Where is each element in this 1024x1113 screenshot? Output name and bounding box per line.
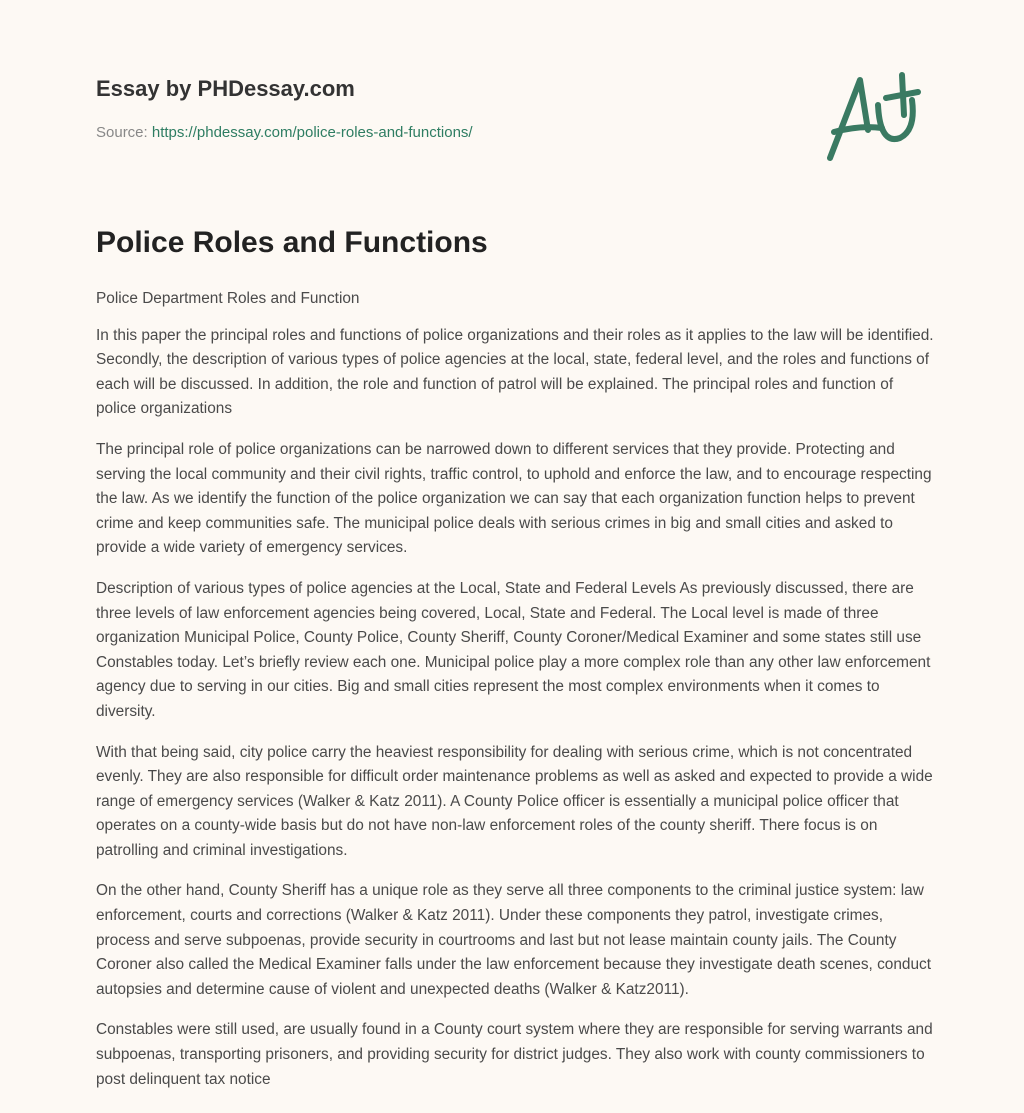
paragraph: Description of various types of police agencies at the Local, State and Federal Levels As previously discussed, there are three levels of law enforcement agencies being covered, Local, State and Federal. The Local level is made of three organization Municipal Police, County Police, County Sheriff, County Coroner/Medical Examiner and some states still use Constables today. Let’s briefly review each one. Municipal police play a more complex role than any other law enforcement agency due to serving in our cities. Big and small cities represent the most complex environments when it comes to diversity. (96, 579, 931, 720)
brand-title: Essay by PHDessay.com (96, 76, 355, 101)
paragraph: In this paper the principal roles and functions of police organizations and their roles as it applies to the law will be identified. Secondly, the description of various types of police agencies at the local, state, federal level, and the roles and functions of each will be discussed. In addition, the role and function of patrol will be explained. The principal roles and function of police organizations (96, 326, 934, 418)
paragraph: On the other hand, County Sheriff has a unique role as they serve all three components to the criminal justice system: law enforcement, courts and corrections (Walker & Katz 2011). Under these components they patrol, investigate crimes, process and serve subpoenas, provide security in courtrooms and last but not lease maintain county jails. The County Coroner also called the Medical Examiner falls under the law enforcement because they investigate death scenes, conduct autopsies and determine cause of violent and unexpected deaths (Walker & Katz2011). (96, 882, 931, 998)
a-plus-logo-icon (820, 70, 930, 165)
essay-body (96, 287, 936, 1108)
paragraph: Constables were still used, are usually found in a County court system where they are responsible for serving warrants and subpoenas, transporting prisoners, and providing security for district judges. They also work with county commissioners to post delinquent tax notice (96, 1021, 933, 1088)
paragraph: With that being said, city police carry the heaviest responsibility for dealing with serious crime, which is not concentrated evenly. They are also responsible for difficult order maintenance problems as well as asked and expected to provide a wide range of emergency services (Walker & Katz 2011). A County Police officer is essentially a municipal police officer that operates on a county-wide basis but do not have non-law enforcement roles of the county sheriff. There focus is on patrolling and criminal investigations. (96, 743, 933, 859)
essay-title: Police Roles and Functions (96, 226, 488, 259)
paragraph: The principal role of police organizations can be narrowed down to different services that they provide. Protecting and serving the local community and their civil rights, traffic control, to uphold and enforce the law, and to encourage respecting the law. As we identify the function of the police organization we can say that each organization function helps to prevent crime and keep communities safe. The municipal police deals with serious crimes in big and small cities and asked to provide a wide variety of emergency services. (96, 440, 932, 557)
source-link[interactable]: https://phdessay.com/police-roles-and-functions/ (151, 124, 473, 141)
source-label: Source: (96, 124, 148, 141)
essay-subtitle: Police Department Roles and Function (96, 290, 360, 307)
source-line (96, 124, 473, 141)
